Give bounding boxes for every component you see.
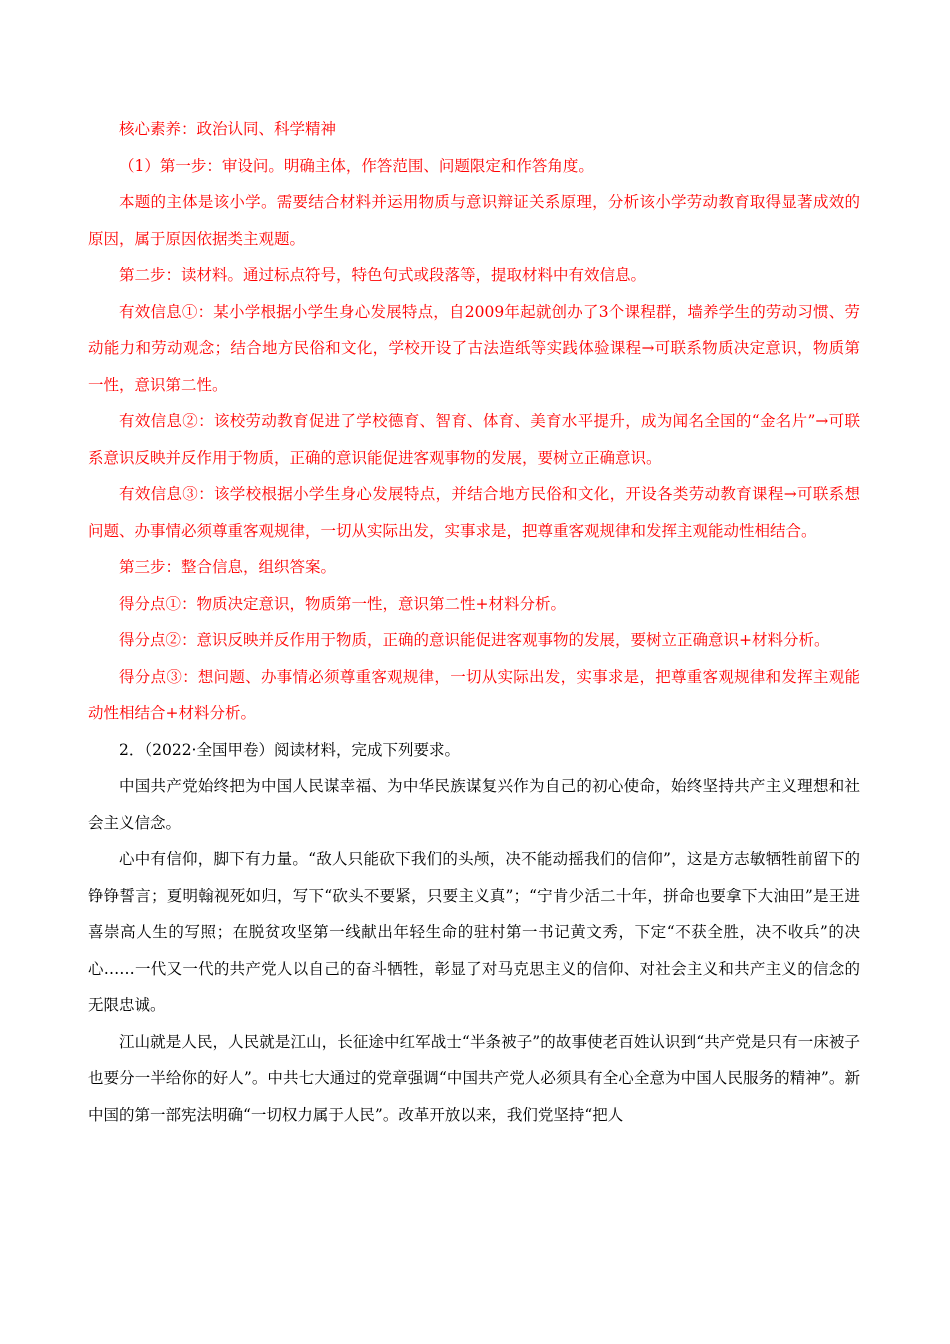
scoring-point-2: 得分点②：意识反映并反作用于物质，正确的意识能促进客观事物的发展，要树立正确意识+材料分析。 bbox=[119, 631, 830, 649]
material-paragraph-1: 中国共产党始终把为中国人民谋幸福、为中华民族谋复兴作为自己的初心使命，始终坚持共产主义理想和社会主义信念。 bbox=[88, 777, 860, 832]
material-paragraph-3: 江山就是人民，人民就是江山，长征途中红军战士“半条被子”的故事使老百姓认识到“共产党是只有一床被子也要分一半给你的好人”。中共七大通过的党章强调“中国共产党人必须具有全心全意为中国人民服务的精神”。新中国的第一部宪法明确“一切权力属于人民”。改革开放以来，我们党坚持“把人 bbox=[88, 1032, 860, 1124]
effective-info-3: 有效信息③：该学校根据小学生身心发展特点，并结合地方民俗和文化，开设各类劳动教育课程→可联系想问题、办事情必须尊重客观规律，一切从实际出发，实事求是，把尊重客观规律和发挥主观能动性相结合。 bbox=[88, 485, 860, 540]
step1-title: （1）第一步：审设问。明确主体，作答范围、问题限定和作答角度。 bbox=[119, 156, 594, 175]
step3-title: 第三步：整合信息，组织答案。 bbox=[119, 558, 337, 576]
step2-title: 第二步：读材料。通过标点符号，特色句式或段落等，提取材料中有效信息。 bbox=[119, 266, 647, 284]
effective-info-1: 有效信息①：某小学根据小学生身心发展特点，自2009年起就创办了3个课程群，墙养学生的劳动习惯、劳动能力和劳动观念；结合地方民俗和文化，学校开设了古法造纸等实践体验课程→可联系物质决定意识，物质第一性，意识第二性。 bbox=[88, 302, 860, 394]
material-paragraph-2: 心中有信仰，脚下有力量。“敌人只能砍下我们的头颅，决不能动摇我们的信仰”，这是方志敏牺牲前留下的铮铮誓言；夏明翰视死如归，写下“砍头不要紧，只要主义真”；“宁肯少活二十年，拼命也要拿下大油田”是王进喜崇高人生的写照；在脱贫攻坚第一线献出年轻生命的驻村第一书记黄文秀，下定“不获全胜，决不收兵”的决心……一代又一代的共产党人以自己的奋斗牺牲，彰显了对马克思主义的信仰、对社会主义和共产主义的信念的无限忠诚。 bbox=[88, 850, 860, 1014]
step1-body: 本题的主体是该小学。需要结合材料并运用物质与意识辩证关系原理，分析该小学劳动教育取得显著成效的原因，属于原因依据类主观题。 bbox=[88, 193, 860, 248]
question-2-header: 2．（2022·全国甲卷）阅读材料，完成下列要求。 bbox=[119, 740, 460, 759]
document-page bbox=[88, 111, 860, 1133]
effective-info-2: 有效信息②：该校劳动教育促进了学校德育、智育、体育、美育水平提升，成为闻名全国的“金名片”→可联系意识反映并反作用于物质，正确的意识能促进客观事物的发展，要树立正确意识。 bbox=[88, 412, 860, 467]
scoring-point-1: 得分点①：物质决定意识，物质第一性，意识第二性+材料分析。 bbox=[119, 594, 566, 613]
core-literacy-line: 核心素养：政治认同、科学精神 bbox=[119, 120, 337, 138]
scoring-point-3: 得分点③：想问题、办事情必须尊重客观规律，一切从实际出发，实事求是，把尊重客观规律和发挥主观能动性相结合+材料分析。 bbox=[88, 667, 860, 722]
